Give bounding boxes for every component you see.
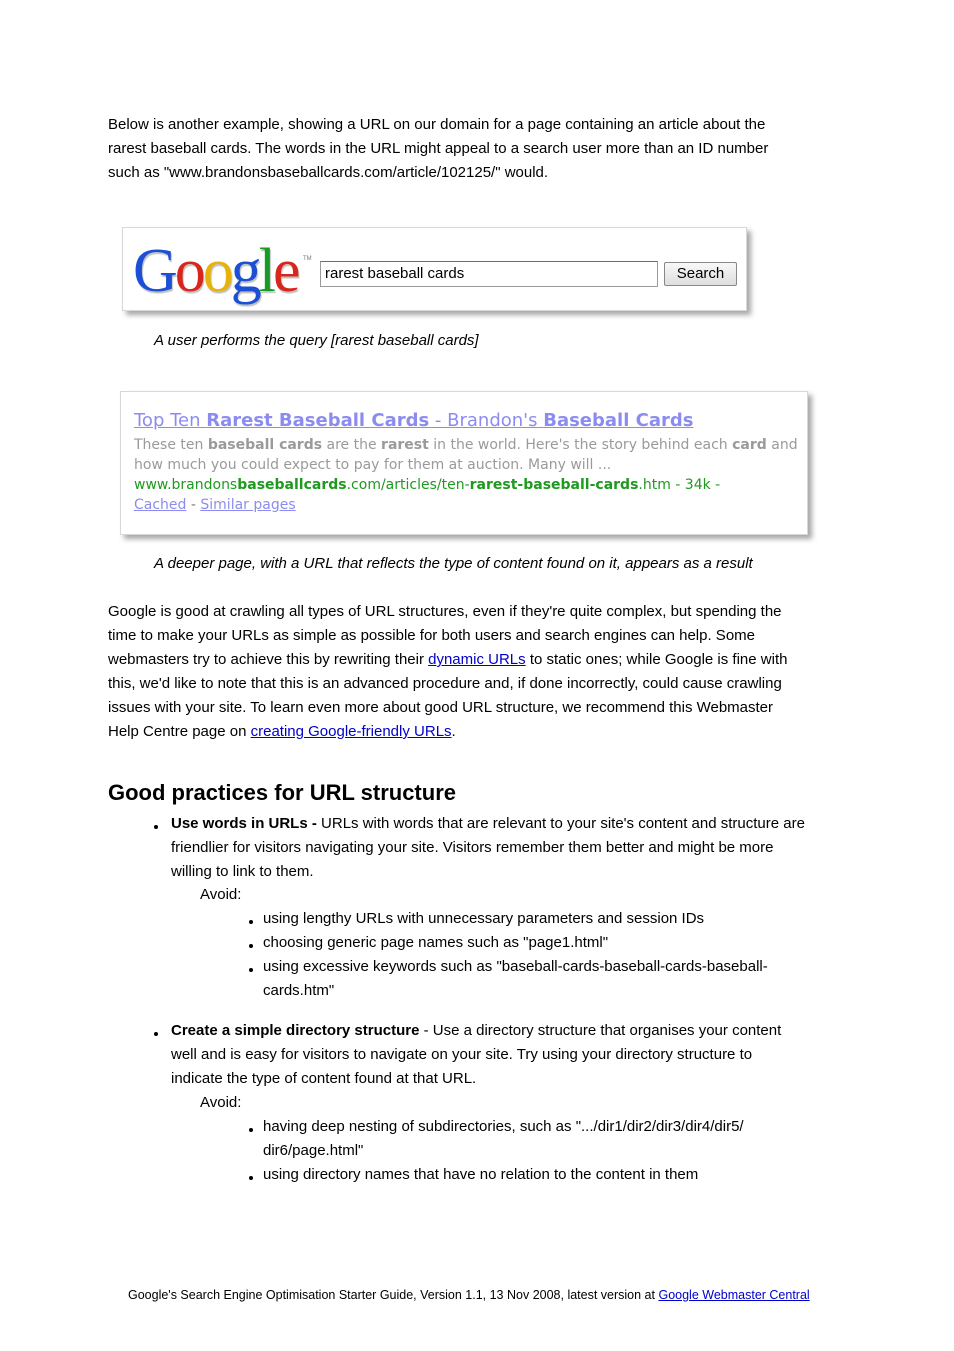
cached-link[interactable]: Cached xyxy=(134,497,187,513)
bullet-item-1 xyxy=(154,825,158,829)
similar-pages-link[interactable]: Similar pages xyxy=(200,497,296,513)
body-line-1: Google is good at crawling all types of URL structures, even if they're quite complex, but spending the xyxy=(108,603,782,620)
body-line-4: this, we'd like to note that this is an advanced procedure and, if done incorrectly, could cause crawling xyxy=(108,675,782,692)
result-title-link[interactable] xyxy=(134,410,693,431)
item-1-bold: Use words in URLs - xyxy=(171,815,317,832)
intro-line-3: such as "www.brandonsbaseballcards.com/article/102125/" would. xyxy=(108,164,549,181)
logo-letter-l: l xyxy=(258,237,274,305)
body-line-6 xyxy=(108,720,868,744)
item-1-line-2: friendlier for visitors navigating your site. Visitors remember them better and might be more xyxy=(171,839,774,856)
snippet-part-2: baseball cards xyxy=(207,437,323,453)
snippet-part-7: and xyxy=(766,437,798,453)
list-item-use-words xyxy=(171,812,861,884)
snippet-part-1: These ten xyxy=(134,437,208,453)
result-title-part-2: Rarest Baseball Cards xyxy=(206,410,430,431)
url-part-5: .htm - 34k - xyxy=(638,477,721,493)
bullet-sub-2-2 xyxy=(249,1176,253,1180)
list-item-directory-structure xyxy=(171,1019,861,1091)
bullet-sub-1-1 xyxy=(249,920,253,924)
snippet-part-5: in the world. Here's the story behind each xyxy=(428,437,733,453)
body-paragraph xyxy=(108,600,868,744)
body-line-6-start: Help Centre page on xyxy=(108,723,251,740)
body-line-3-start: webmasters try to achieve this by rewriting their xyxy=(108,651,429,668)
body-line-3-end: to static ones; while Google is fine with xyxy=(525,651,788,668)
url-part-2: baseballcards xyxy=(237,477,347,493)
body-line-2: time to make your URLs as simple as possible for both users and search engines can help. Some xyxy=(108,627,755,644)
item-2-bold: Create a simple directory structure xyxy=(171,1022,420,1039)
dynamic-urls-link[interactable]: dynamic URLs xyxy=(428,651,526,668)
google-friendly-urls-link[interactable]: creating Google-friendly URLs xyxy=(250,723,452,740)
logo-letter-g2: g xyxy=(230,237,259,305)
result-title-part-4: Baseball Cards xyxy=(543,410,694,431)
page-footer xyxy=(128,1288,810,1302)
item-1-line-3: willing to link to them. xyxy=(171,863,314,880)
snippet-part-4: rarest xyxy=(381,437,429,453)
url-part-1: www.brandons xyxy=(134,477,238,493)
intro-line-2: rarest baseball cards. The words in the URL might appeal to a search user more than an ID number xyxy=(108,140,769,157)
search-button[interactable]: Search xyxy=(664,262,737,286)
intro-line-1: Below is another example, showing a URL on our domain for a page containing an article about the xyxy=(108,116,766,133)
sub-item-2-1-line-2: dir6/page.html" xyxy=(263,1142,364,1159)
url-part-3: .com/articles/ten- xyxy=(346,477,470,493)
intro-paragraph xyxy=(108,113,868,185)
result-url xyxy=(134,475,720,495)
url-part-4: rarest-baseball-cards xyxy=(469,477,639,493)
sub-item-1-2: choosing generic page names such as "page1.html" xyxy=(263,934,609,951)
sub-item-1-1: using lengthy URLs with unnecessary parameters and session IDs xyxy=(263,910,705,927)
result-links xyxy=(134,495,296,515)
logo-letter-e: e xyxy=(273,237,298,305)
sub-item-2-2: using directory names that have no relation to the content in them xyxy=(263,1166,699,1183)
bullet-sub-1-3 xyxy=(249,968,253,972)
logo-letter-g1: G xyxy=(133,237,175,305)
footer-text: Google's Search Engine Optimisation Starter Guide, Version 1.1, 13 Nov 2008, latest version at xyxy=(128,1288,659,1302)
item-1-avoid-label: Avoid: xyxy=(200,886,242,903)
sub-item-2-1 xyxy=(263,1115,843,1163)
google-logo xyxy=(133,238,298,304)
logo-letter-o2: o xyxy=(202,237,231,305)
item-1-line-1-text: URLs with words that are relevant to your site's content and structure are xyxy=(316,815,805,832)
search-result-figure xyxy=(120,391,808,535)
body-line-3 xyxy=(108,648,868,672)
trademark-mark: TM xyxy=(303,256,312,262)
sub-item-1-3-line-1: using excessive keywords such as "baseball-cards-baseball-cards-baseball- xyxy=(263,958,768,975)
result-figure-caption: A deeper page, with a URL that reflects the type of content found on it, appears as a result xyxy=(154,555,753,572)
item-2-line-3: indicate the type of content found at that URL. xyxy=(171,1070,477,1087)
item-1-line-1 xyxy=(171,812,861,836)
bullet-sub-1-2 xyxy=(249,944,253,948)
result-snippet-line-2: how much you could expect to pay for them at auction. Many will ... xyxy=(134,457,612,473)
body-line-6-end: . xyxy=(451,723,456,740)
sub-item-2-1-line-1: having deep nesting of subdirectories, such as ".../dir1/dir2/dir3/dir4/dir5/ xyxy=(263,1118,744,1135)
body-line-5: issues with your site. To learn even more about good URL structure, we recommend this Webmaster xyxy=(108,699,774,716)
sub-item-1-3-line-2: cards.htm" xyxy=(263,982,335,999)
bullet-item-2 xyxy=(154,1032,158,1036)
search-input[interactable]: rarest baseball cards xyxy=(320,261,658,287)
item-2-avoid-label: Avoid: xyxy=(200,1094,242,1111)
item-2-line-2: well and is easy for visitors to navigate on your site. Try using your directory structure to xyxy=(171,1046,753,1063)
google-search-figure xyxy=(122,227,747,311)
search-figure-caption: A user performs the query [rarest baseball cards] xyxy=(154,332,479,349)
result-links-separator: - xyxy=(186,497,201,513)
logo-letter-o1: o xyxy=(174,237,203,305)
item-2-line-1-text: - Use a directory structure that organises your content xyxy=(419,1022,782,1039)
snippet-part-6: card xyxy=(732,437,767,453)
section-heading: Good practices for URL structure xyxy=(108,780,456,805)
result-snippet-line-1 xyxy=(134,435,798,455)
result-title-part-3: - Brandon's xyxy=(429,410,544,431)
result-snippet xyxy=(134,435,798,475)
bullet-sub-2-1 xyxy=(249,1128,253,1132)
item-2-line-1 xyxy=(171,1019,861,1043)
webmaster-central-link[interactable]: Google Webmaster Central xyxy=(658,1288,810,1302)
result-title-part-1: Top Ten xyxy=(134,410,207,431)
sub-item-1-3 xyxy=(263,955,843,1003)
snippet-part-3: are the xyxy=(322,437,382,453)
